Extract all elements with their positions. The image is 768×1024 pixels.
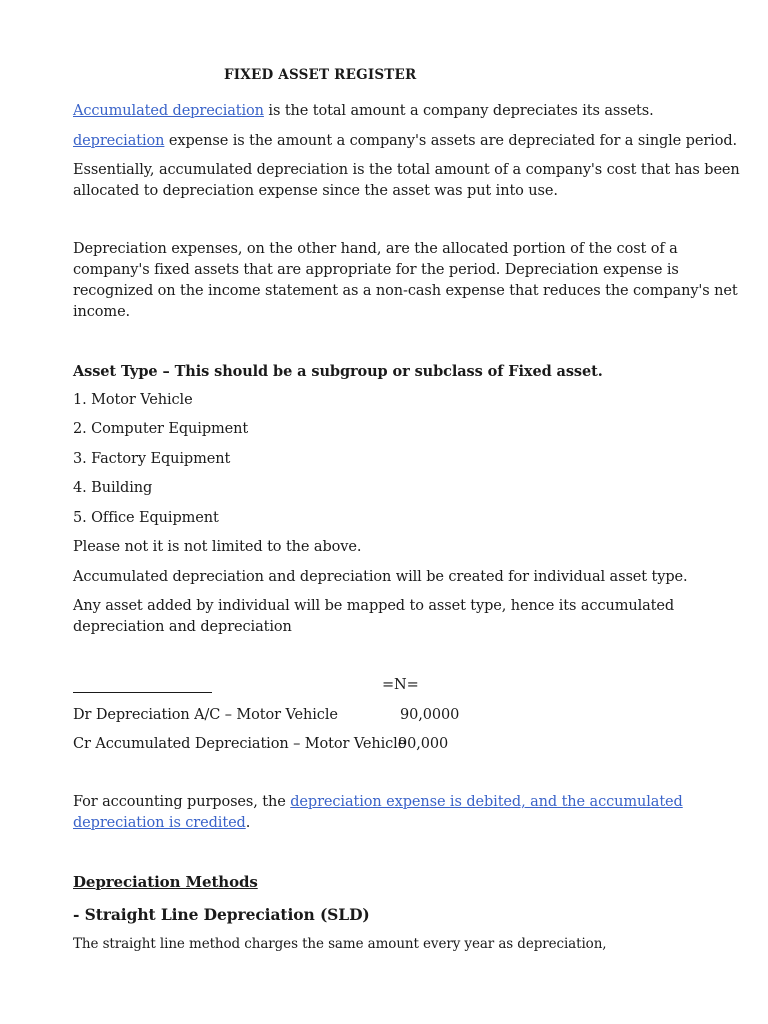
- dep-expenses-line-2: company's fixed assets that are appropriate for the period. Depreciation expense is: [73, 262, 679, 278]
- asset-type-item: 4. Building: [73, 480, 153, 496]
- asset-type-item: 3. Factory Equipment: [73, 451, 231, 467]
- dep-expenses-line-1: Depreciation expenses, on the other hand, are the allocated portion of the cost of a: [73, 241, 678, 257]
- intro-acc-dep-line: [73, 101, 654, 122]
- accounting-line-2: [73, 813, 250, 834]
- intro-dep-line: [73, 131, 737, 152]
- page-title: FIXED ASSET REGISTER: [224, 67, 417, 83]
- asset-type-item: 5. Office Equipment: [73, 510, 219, 526]
- credit-entry-amount: 90,000: [398, 736, 449, 752]
- acc-dep-text: is the total amount a company depreciates its assets.: [263, 103, 654, 119]
- dep-expenses-line-3: recognized on the income statement as a non-cash expense that reduces the company's net: [73, 283, 738, 299]
- depreciation-credited-link[interactable]: depreciation is credited: [73, 815, 246, 831]
- accounting-line-1: [73, 792, 683, 813]
- created-for-note: Accumulated depreciation and depreciation will be created for individual asset type.: [73, 569, 688, 585]
- asset-type-item: 1. Motor Vehicle: [73, 392, 193, 408]
- debit-entry-label: Dr Depreciation A/C – Motor Vehicle: [73, 707, 338, 723]
- mapped-note-line-2: depreciation and depreciation: [73, 619, 292, 635]
- sld-heading: - Straight Line Depreciation (SLD): [73, 905, 370, 924]
- accumulated-depreciation-link[interactable]: Accumulated depreciation: [73, 103, 264, 119]
- dep-text: expense is the amount a company's assets are depreciated for a single period.: [164, 133, 738, 149]
- credit-entry-label: Cr Accumulated Depreciation – Motor Vehicle: [73, 736, 407, 752]
- accounting-prefix: For accounting purposes, the: [73, 794, 291, 810]
- essentially-line-1: Essentially, accumulated depreciation is the total amount of a company's cost that has been: [73, 162, 740, 178]
- asset-type-item: 2. Computer Equipment: [73, 421, 249, 437]
- depreciation-methods-heading: Depreciation Methods: [73, 873, 258, 891]
- asset-type-heading: Asset Type – This should be a subgroup or subclass of Fixed asset.: [73, 363, 603, 380]
- not-limited-note: Please not it is not limited to the above.: [73, 539, 362, 555]
- accounting-suffix: .: [245, 815, 251, 831]
- depreciation-link[interactable]: depreciation: [73, 133, 165, 149]
- mapped-note-line-1: Any asset added by individual will be mapped to asset type, hence its accumulated: [73, 598, 675, 614]
- essentially-line-2: allocated to depreciation expense since the asset was put into use.: [73, 183, 558, 199]
- blank-underline: [73, 692, 212, 693]
- dep-expenses-line-4: income.: [73, 304, 131, 320]
- debit-entry-amount: 90,0000: [400, 707, 460, 723]
- sld-description: The straight line method charges the same amount every year as depreciation,: [73, 936, 607, 952]
- currency-header: =N=: [382, 677, 419, 693]
- debited-credited-link[interactable]: depreciation expense is debited, and the accumulated: [290, 794, 683, 810]
